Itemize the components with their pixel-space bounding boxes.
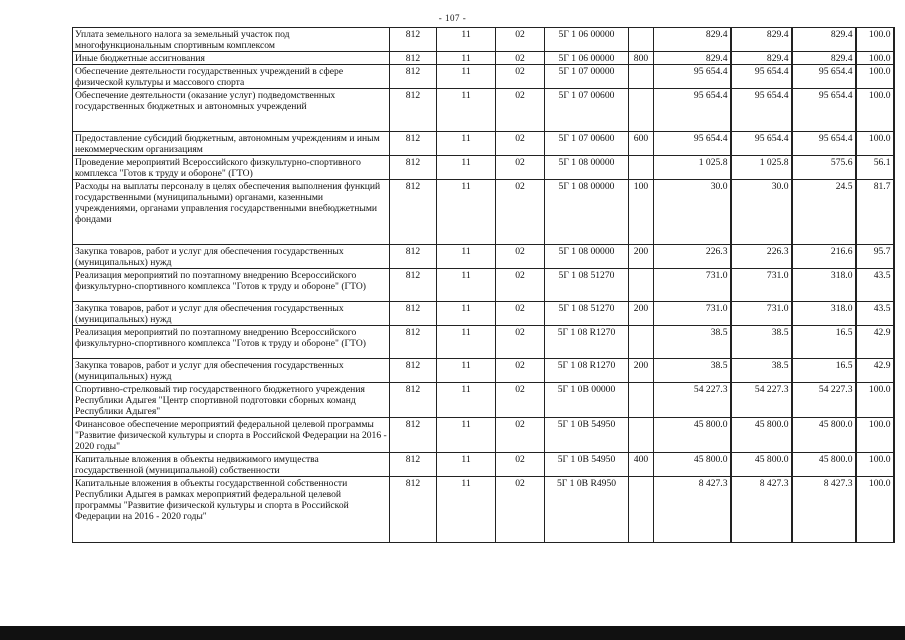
cell-name: Закупка товаров, работ и услуг для обеспечения государственных (муниципальных) нужд: [73, 245, 390, 269]
cell-amount-planned: 95 654.4: [731, 89, 792, 132]
cell-subsection: 02: [496, 359, 545, 383]
cell-subsection: 02: [496, 28, 545, 52]
cell-section: 11: [437, 156, 496, 180]
cell-amount-planned: 30.0: [731, 180, 792, 245]
cell-name: Иные бюджетные ассигнования: [73, 52, 390, 65]
cell-amount-approved: 38.5: [654, 326, 731, 359]
table-row: [73, 180, 894, 245]
scan-bottom-border: [0, 626, 905, 640]
cell-section: 11: [437, 132, 496, 156]
cell-expense-type: [629, 28, 654, 52]
cell-percent-executed: 100.0: [856, 418, 894, 453]
cell-percent-executed: 43.5: [856, 269, 894, 302]
cell-percent-executed: 100.0: [856, 132, 894, 156]
cell-expense-type: [629, 418, 654, 453]
cell-section: 11: [437, 326, 496, 359]
cell-section: 11: [437, 245, 496, 269]
cell-percent-executed: 95.7: [856, 245, 894, 269]
table-body: [73, 28, 894, 543]
cell-expense-type: [629, 156, 654, 180]
cell-amount-planned: 54 227.3: [731, 383, 792, 418]
cell-percent-executed: 81.7: [856, 180, 894, 245]
cell-target-article: 5Г 1 0В 54950: [545, 418, 629, 453]
cell-expense-type: 600: [629, 132, 654, 156]
cell-grbs: 812: [390, 180, 437, 245]
cell-section: 11: [437, 453, 496, 477]
cell-amount-planned: 95 654.4: [731, 132, 792, 156]
cell-expense-type: [629, 326, 654, 359]
cell-section: 11: [437, 383, 496, 418]
cell-target-article: 5Г 1 06 00000: [545, 28, 629, 52]
cell-name: Капитальные вложения в объекты государственной собственности Республики Адыгея в рамках мероприятий федеральной целевой программы "Развитие физической культуры и спорта в Российской Федерации на 2016 - 2020 годы": [73, 477, 390, 543]
cell-name: Расходы на выплаты персоналу в целях обеспечения выполнения функций государственными (муниципальными) органами, казенными учреждениями, органами управления государственными внебюджетными фондами: [73, 180, 390, 245]
cell-subsection: 02: [496, 453, 545, 477]
cell-percent-executed: 100.0: [856, 52, 894, 65]
cell-grbs: 812: [390, 453, 437, 477]
cell-amount-approved: 45 800.0: [654, 453, 731, 477]
cell-percent-executed: 42.9: [856, 359, 894, 383]
cell-name: Капитальные вложения в объекты недвижимого имущества государственной (муниципальной) собственности: [73, 453, 390, 477]
table-row: [73, 477, 894, 543]
cell-expense-type: 100: [629, 180, 654, 245]
cell-amount-planned: 829.4: [731, 52, 792, 65]
cell-amount-executed: 16.5: [792, 359, 856, 383]
cell-target-article: 5Г 1 08 00000: [545, 156, 629, 180]
cell-grbs: 812: [390, 52, 437, 65]
cell-expense-type: [629, 477, 654, 543]
cell-amount-executed: 45 800.0: [792, 418, 856, 453]
cell-section: 11: [437, 359, 496, 383]
cell-amount-executed: 318.0: [792, 269, 856, 302]
cell-amount-approved: 1 025.8: [654, 156, 731, 180]
cell-grbs: 812: [390, 156, 437, 180]
cell-section: 11: [437, 269, 496, 302]
cell-target-article: 5Г 1 0В 00000: [545, 383, 629, 418]
cell-expense-type: 200: [629, 302, 654, 326]
cell-amount-executed: 318.0: [792, 302, 856, 326]
table-row: [73, 326, 894, 359]
cell-amount-approved: 731.0: [654, 302, 731, 326]
cell-amount-executed: 829.4: [792, 28, 856, 52]
cell-grbs: 812: [390, 89, 437, 132]
cell-amount-executed: 8 427.3: [792, 477, 856, 543]
cell-amount-approved: 95 654.4: [654, 65, 731, 89]
cell-expense-type: 200: [629, 359, 654, 383]
cell-subsection: 02: [496, 52, 545, 65]
cell-subsection: 02: [496, 65, 545, 89]
cell-target-article: 5Г 1 08 00000: [545, 245, 629, 269]
cell-expense-type: 400: [629, 453, 654, 477]
cell-amount-executed: 829.4: [792, 52, 856, 65]
cell-section: 11: [437, 28, 496, 52]
cell-section: 11: [437, 477, 496, 543]
cell-name: Обеспечение деятельности государственных учреждений в сфере физической культуры и массового спорта: [73, 65, 390, 89]
budget-table: [72, 27, 895, 543]
cell-amount-approved: 95 654.4: [654, 89, 731, 132]
table-row: [73, 418, 894, 453]
cell-subsection: 02: [496, 269, 545, 302]
cell-subsection: 02: [496, 156, 545, 180]
cell-name: Закупка товаров, работ и услуг для обеспечения государственных (муниципальных) нужд: [73, 302, 390, 326]
cell-expense-type: [629, 89, 654, 132]
cell-grbs: 812: [390, 326, 437, 359]
cell-amount-planned: 1 025.8: [731, 156, 792, 180]
cell-amount-executed: 575.6: [792, 156, 856, 180]
cell-name: Обеспечение деятельности (оказание услуг) подведомственных государственных бюджетных и автономных учреждений: [73, 89, 390, 132]
cell-name: Проведение мероприятий Всероссийского физкультурно-спортивного комплекса "Готов к труду и обороне" (ГТО): [73, 156, 390, 180]
cell-amount-planned: 95 654.4: [731, 65, 792, 89]
cell-subsection: 02: [496, 302, 545, 326]
cell-percent-executed: 42.9: [856, 326, 894, 359]
cell-percent-executed: 100.0: [856, 477, 894, 543]
cell-target-article: 5Г 1 0В 54950: [545, 453, 629, 477]
table-row: [73, 302, 894, 326]
cell-target-article: 5Г 1 07 00600: [545, 89, 629, 132]
cell-target-article: 5Г 1 07 00000: [545, 65, 629, 89]
cell-name: Предоставление субсидий бюджетным, автономным учреждениям и иным некоммерческим организациям: [73, 132, 390, 156]
cell-expense-type: [629, 269, 654, 302]
cell-grbs: 812: [390, 28, 437, 52]
cell-expense-type: [629, 65, 654, 89]
cell-target-article: 5Г 1 08 00000: [545, 180, 629, 245]
cell-target-article: 5Г 1 06 00000: [545, 52, 629, 65]
cell-amount-planned: 226.3: [731, 245, 792, 269]
cell-percent-executed: 100.0: [856, 65, 894, 89]
cell-subsection: 02: [496, 245, 545, 269]
cell-name: Спортивно-стрелковый тир государственного бюджетного учреждения Республики Адыгея "Центр спортивной подготовки сборных команд Республики Адыгея": [73, 383, 390, 418]
cell-amount-approved: 829.4: [654, 52, 731, 65]
cell-section: 11: [437, 180, 496, 245]
cell-amount-executed: 45 800.0: [792, 453, 856, 477]
cell-percent-executed: 56.1: [856, 156, 894, 180]
table-row: [73, 65, 894, 89]
cell-amount-planned: 45 800.0: [731, 453, 792, 477]
cell-percent-executed: 100.0: [856, 453, 894, 477]
cell-amount-approved: 95 654.4: [654, 132, 731, 156]
cell-subsection: 02: [496, 477, 545, 543]
table-row: [73, 28, 894, 52]
cell-target-article: 5Г 1 08 51270: [545, 269, 629, 302]
cell-section: 11: [437, 418, 496, 453]
table-row: [73, 132, 894, 156]
cell-grbs: 812: [390, 302, 437, 326]
cell-percent-executed: 100.0: [856, 28, 894, 52]
cell-name: Финансовое обеспечение мероприятий федеральной целевой программы "Развитие физической культуры и спорта в Российской Федерации на 2016 - 2020 годы": [73, 418, 390, 453]
cell-amount-planned: 38.5: [731, 326, 792, 359]
cell-target-article: 5Г 1 08 51270: [545, 302, 629, 326]
table-row: [73, 359, 894, 383]
cell-amount-executed: 95 654.4: [792, 89, 856, 132]
table-row: [73, 269, 894, 302]
cell-section: 11: [437, 65, 496, 89]
cell-amount-approved: 731.0: [654, 269, 731, 302]
cell-amount-approved: 45 800.0: [654, 418, 731, 453]
cell-name: Закупка товаров, работ и услуг для обеспечения государственных (муниципальных) нужд: [73, 359, 390, 383]
table-row: [73, 245, 894, 269]
cell-amount-planned: 45 800.0: [731, 418, 792, 453]
cell-subsection: 02: [496, 132, 545, 156]
cell-section: 11: [437, 52, 496, 65]
table-row: [73, 453, 894, 477]
cell-grbs: 812: [390, 359, 437, 383]
cell-amount-planned: 8 427.3: [731, 477, 792, 543]
cell-amount-planned: 38.5: [731, 359, 792, 383]
cell-target-article: 5Г 1 08 R1270: [545, 326, 629, 359]
cell-name: Реализация мероприятий по поэтапному внедрению Всероссийского физкультурно-спортивного комплекса "Готов к труду и обороне" (ГТО): [73, 326, 390, 359]
cell-amount-executed: 54 227.3: [792, 383, 856, 418]
table-row: [73, 89, 894, 132]
cell-grbs: 812: [390, 132, 437, 156]
cell-amount-executed: 95 654.4: [792, 132, 856, 156]
cell-amount-planned: 829.4: [731, 28, 792, 52]
cell-amount-executed: 16.5: [792, 326, 856, 359]
cell-grbs: 812: [390, 383, 437, 418]
cell-section: 11: [437, 89, 496, 132]
cell-subsection: 02: [496, 383, 545, 418]
cell-percent-executed: 43.5: [856, 302, 894, 326]
cell-target-article: 5Г 1 08 R1270: [545, 359, 629, 383]
cell-grbs: 812: [390, 65, 437, 89]
cell-grbs: 812: [390, 269, 437, 302]
cell-amount-approved: 226.3: [654, 245, 731, 269]
page-number: - 107 -: [438, 13, 467, 23]
cell-grbs: 812: [390, 477, 437, 543]
cell-percent-executed: 100.0: [856, 89, 894, 132]
cell-percent-executed: 100.0: [856, 383, 894, 418]
cell-expense-type: [629, 383, 654, 418]
cell-grbs: 812: [390, 418, 437, 453]
cell-target-article: 5Г 1 07 00600: [545, 132, 629, 156]
cell-amount-approved: 8 427.3: [654, 477, 731, 543]
cell-amount-approved: 829.4: [654, 28, 731, 52]
cell-name: Уплата земельного налога за земельный участок под многофункциональным спортивным комплексом: [73, 28, 390, 52]
cell-amount-approved: 54 227.3: [654, 383, 731, 418]
cell-amount-executed: 216.6: [792, 245, 856, 269]
cell-subsection: 02: [496, 89, 545, 132]
cell-target-article: 5Г 1 0В R4950: [545, 477, 629, 543]
cell-amount-approved: 38.5: [654, 359, 731, 383]
cell-expense-type: 200: [629, 245, 654, 269]
cell-amount-executed: 24.5: [792, 180, 856, 245]
cell-subsection: 02: [496, 326, 545, 359]
cell-amount-executed: 95 654.4: [792, 65, 856, 89]
table-row: [73, 383, 894, 418]
table-row: [73, 156, 894, 180]
cell-amount-planned: 731.0: [731, 302, 792, 326]
cell-section: 11: [437, 302, 496, 326]
cell-amount-planned: 731.0: [731, 269, 792, 302]
cell-subsection: 02: [496, 180, 545, 245]
cell-amount-approved: 30.0: [654, 180, 731, 245]
table-row: [73, 52, 894, 65]
cell-grbs: 812: [390, 245, 437, 269]
cell-expense-type: 800: [629, 52, 654, 65]
cell-name: Реализация мероприятий по поэтапному внедрению Всероссийского физкультурно-спортивного комплекса "Готов к труду и обороне" (ГТО): [73, 269, 390, 302]
cell-subsection: 02: [496, 418, 545, 453]
